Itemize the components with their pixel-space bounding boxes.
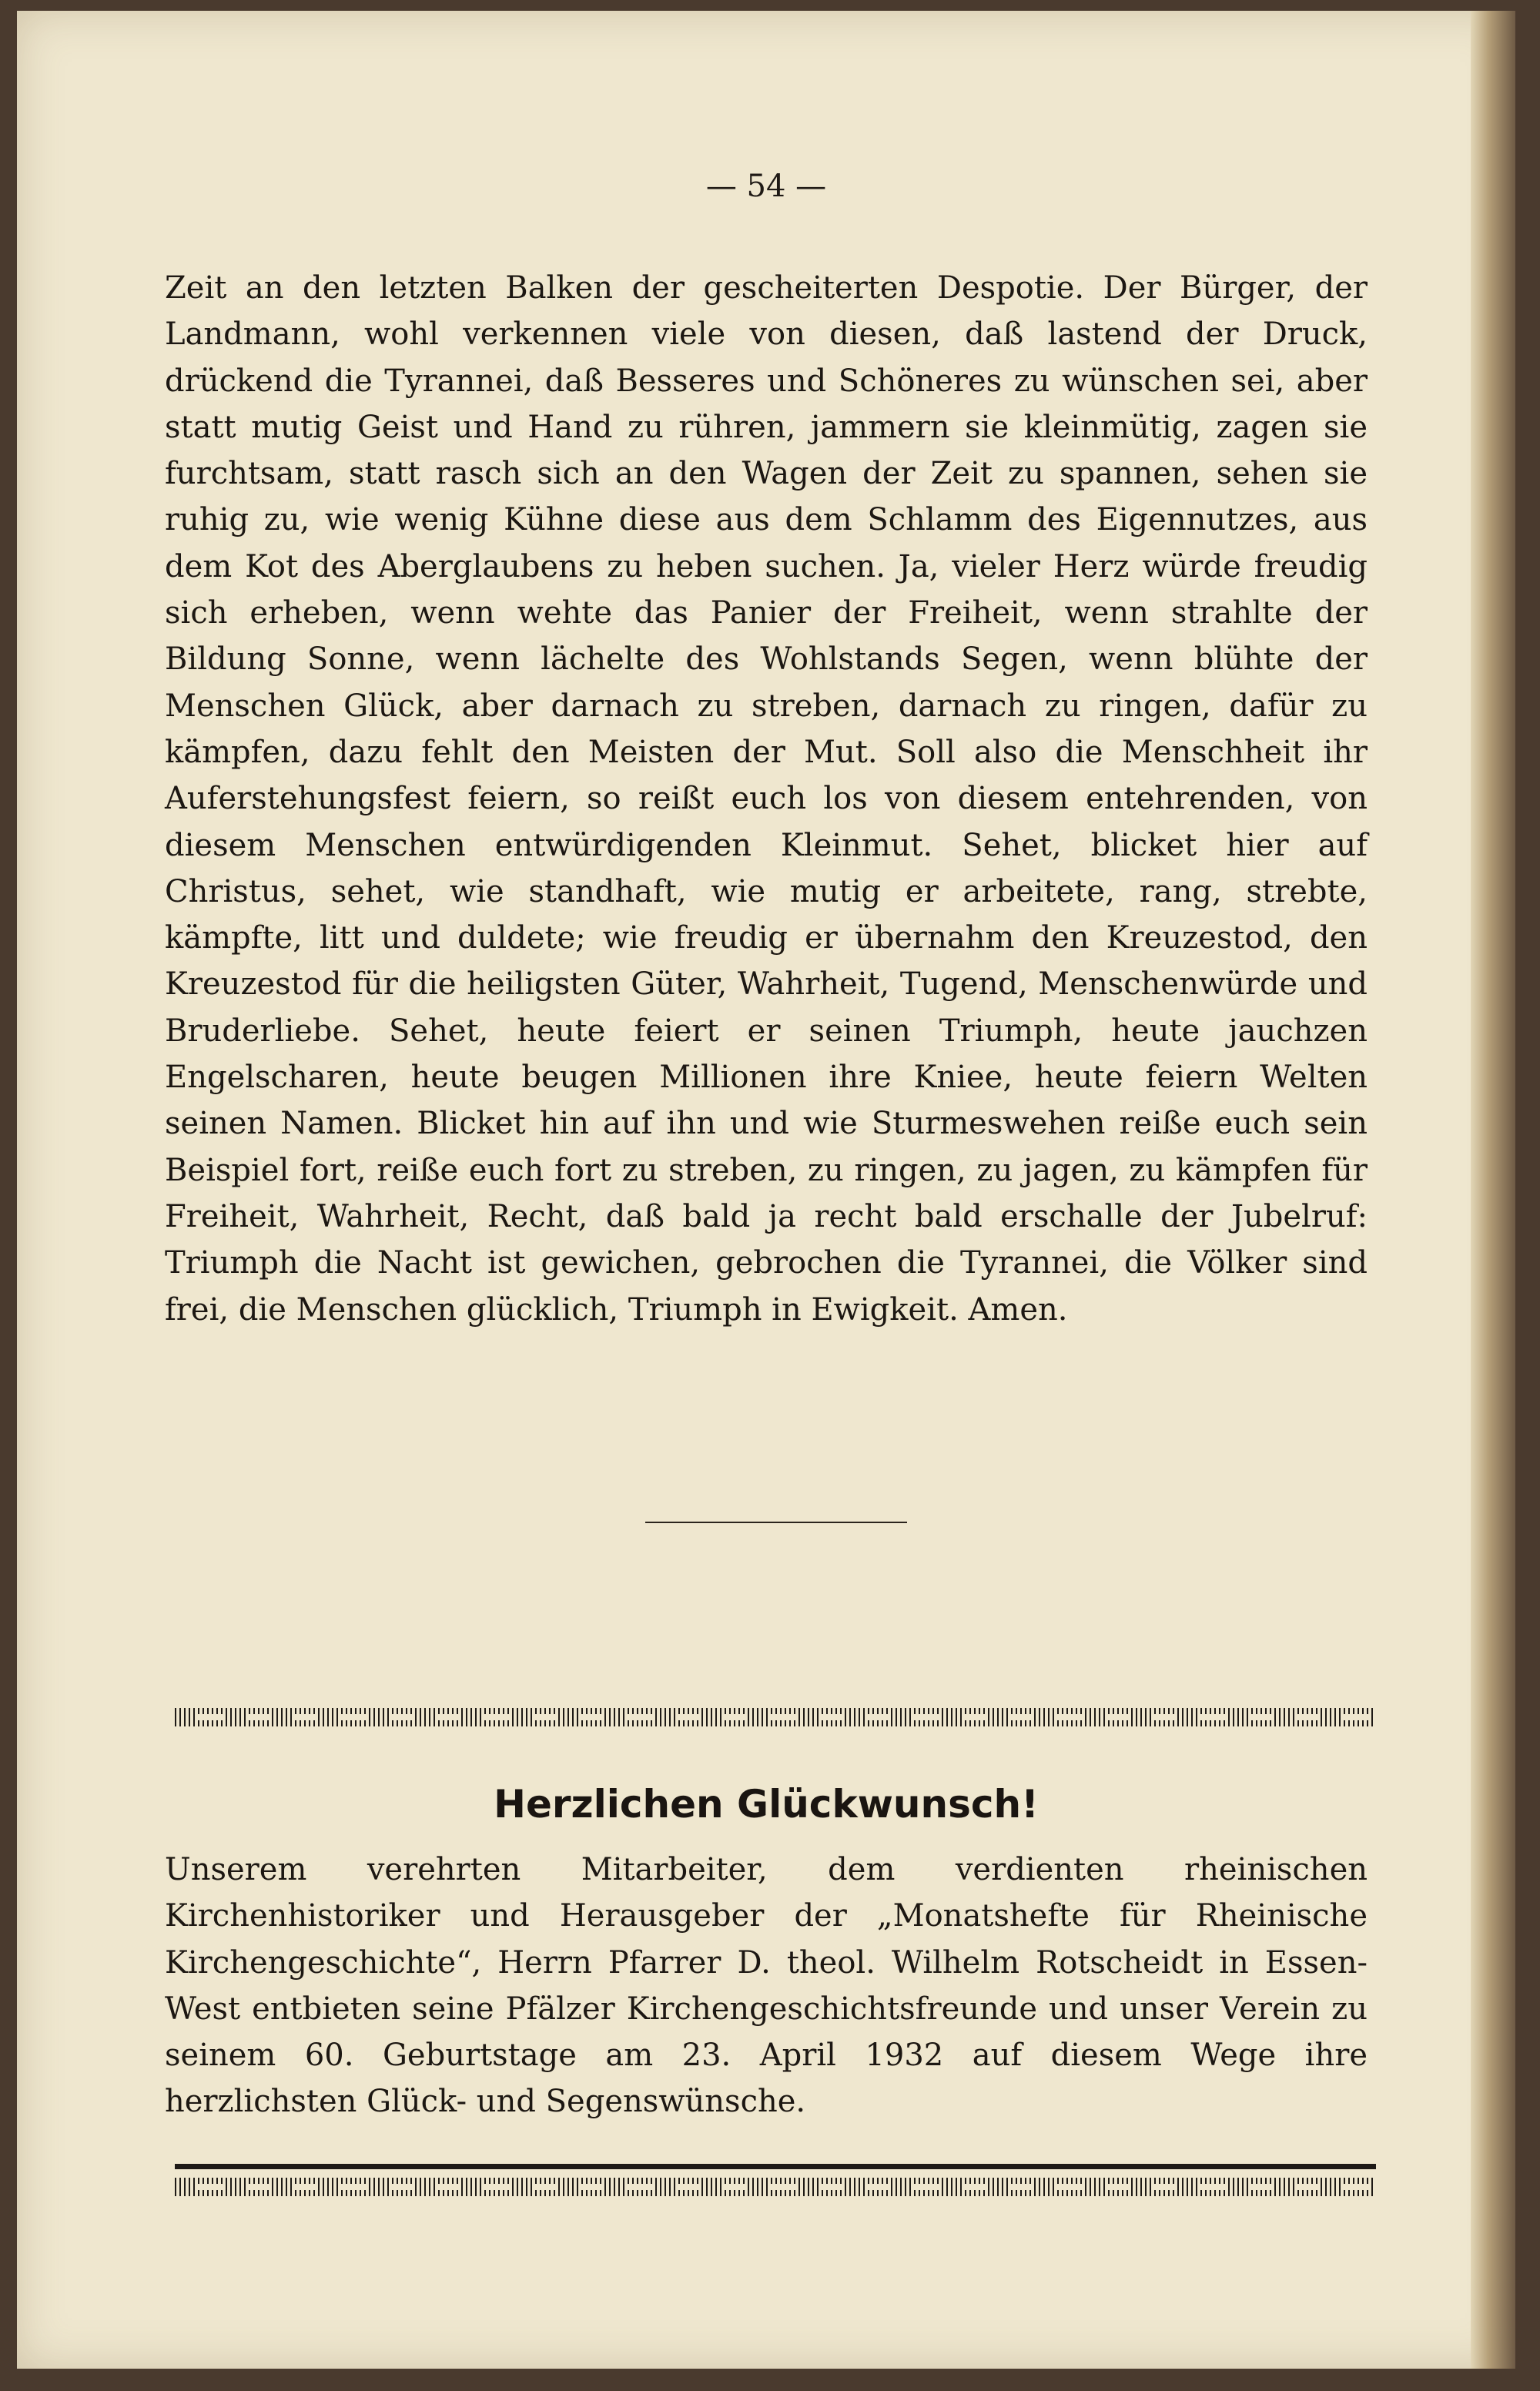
notice-text: Unserem verehrten Mitarbeiter, dem verdienten rheinischen Kirchenhistoriker und Herausgeber der „Monatshefte für Rheinische Kirchengeschichte“, Herrn Pfarrer D. theol. Wilhelm Rotscheidt in Essen-West entbieten seine Pfälzer Kirchengeschichtsfreunde und unser Verein zu seinem 60. Geburtstage am 23. April 1932 auf diesem Wege ihre herzlichsten Glück- und Segenswünsche. (165, 1852, 1368, 2120)
ornamental-rule-top (175, 1708, 1376, 1726)
section-divider (645, 1522, 907, 1523)
ornamental-rule-bottom (175, 2178, 1376, 2196)
page-number: — 54 — (705, 169, 827, 204)
rule-line-bottom (175, 2164, 1376, 2169)
main-paragraph: Zeit an den letzten Balken der gescheiterten Despotie. Der Bürger, der Landmann, wohl verkennen viele von diesen, daß lastend der Druck, drückend die Tyrannei, daß Besseres und Schöneres zu wünschen sei, aber statt mutig Geist und Hand zu rühren, jammern sie kleinmütig, zagen sie furchtsam, statt rasch sich an den Wagen der Zeit zu spannen, sehen sie ruhig zu, wie wenig Kühne diese aus dem Schlamm des Eigennutzes, aus dem Kot des Aberglaubens zu heben suchen. Ja, vieler Herz würde freudig sich erheben, wenn wehte das Panier der Freiheit, wenn strahlte der Bildung Sonne, wenn lächelte des Wohlstands Segen, wenn blühte der Menschen Glück, aber darnach zu streben, darnach zu ringen, dafür zu kämpfen, dazu fehlt den Meisten der Mut. Soll also die Menschheit ihr Auferstehungsfest feiern, so reißt euch los von diesem entehrenden, von diesem Menschen entwürdigenden Kleinmut. Sehet, blicket hier auf Christus, sehet, wie standhaft, wie mutig er arbeitete, rang, strebte, kämpfte, litt und duldete; wie freudig er übernahm den Kreuzestod, den Kreuzestod für die heiligsten Güter, Wahrheit, Tugend, Menschenwürde und Bruderliebe. Sehet, heute feiert er seinen Triumph, heute jauchzen Engelscharen, heute beugen Millionen ihre Kniee, heute feiern Welten seinen Namen. Blicket hin auf ihn und wie Sturmeswehen reiße euch sein Beispiel fort, reiße euch fort zu streben, zu ringen, zu jagen, zu kämpfen für Freiheit, Wahrheit, Recht, daß bald ja recht bald erschalle der Jubelruf: Triumph die Nacht ist gewichen, gebrochen die Tyrannei, die Völker sind frei, die Menschen glücklich, Triumph in Ewigkeit. Amen. (165, 270, 1368, 1328)
paper-sheet (17, 11, 1515, 2369)
book-spine-edge (1471, 11, 1515, 2369)
notice-heading: Herzlichen Glückwunsch! (494, 1782, 1039, 1827)
